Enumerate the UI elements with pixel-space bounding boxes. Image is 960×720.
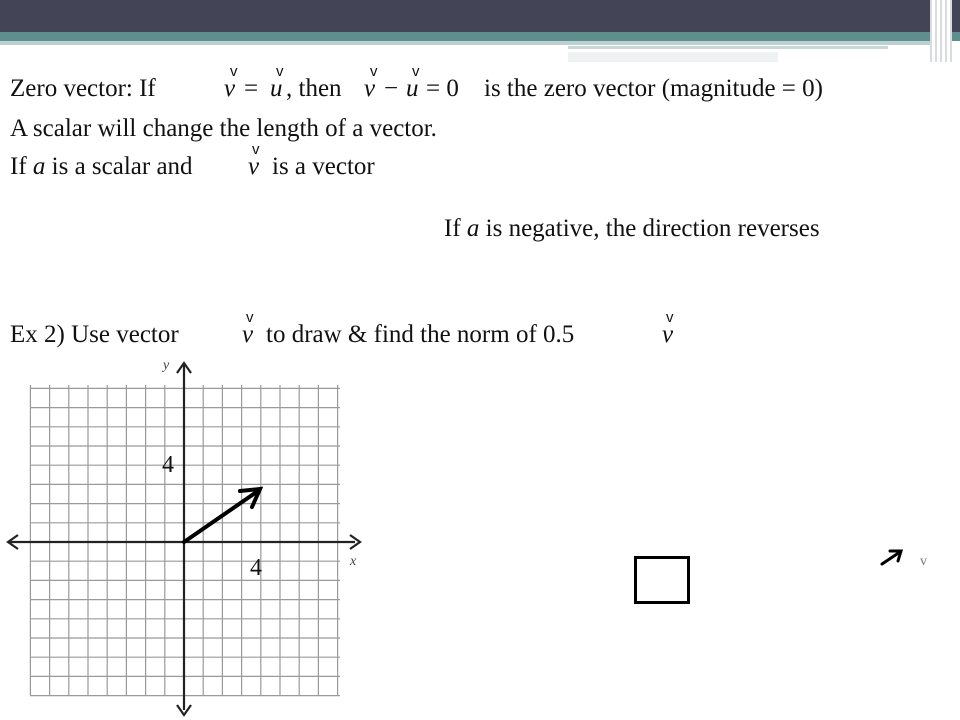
u-hat: v — [412, 63, 420, 80]
slide-header-accent — [568, 46, 888, 49]
v-hat: v — [230, 63, 238, 80]
v-hat: v — [370, 63, 378, 80]
slide-header-stripe-light — [0, 41, 930, 45]
x-tick-label-4: 4 — [250, 555, 262, 581]
minus-sign: − — [384, 75, 399, 102]
equals-zero: = 0 — [426, 75, 459, 102]
slide-header-accent-2 — [568, 52, 778, 62]
zero-vector-equation — [222, 62, 474, 106]
v-hat: v — [666, 309, 674, 326]
negative-scalar-note — [444, 214, 820, 244]
v-symbol: v — [248, 153, 260, 180]
u-symbol: u — [406, 75, 419, 102]
slide-header-stripe — [0, 32, 960, 41]
y-tick-label-4: 4 — [162, 452, 174, 478]
v-symbol: v — [662, 321, 674, 348]
coordinate-grid — [0, 355, 380, 720]
vector-v-symbol — [240, 308, 262, 352]
small-v-label: v — [920, 554, 927, 569]
example-2-prefix: Ex 2) Use vector — [10, 321, 179, 348]
scalar-definition-line — [10, 152, 193, 182]
zero-vector-suffix: is the zero vector (magnitude = 0) — [484, 75, 823, 102]
slide-header-vertical-bars — [930, 0, 952, 62]
vector-v-symbol — [660, 308, 682, 352]
x-axis-label: x — [350, 554, 357, 569]
scalar-a: a — [32, 153, 46, 180]
vector-v-symbol — [246, 140, 268, 184]
y-axis-label: y — [163, 358, 170, 373]
scalar-if: If — [10, 153, 27, 180]
v-hat: v — [246, 309, 254, 326]
v-symbol: v — [224, 75, 236, 102]
example-2-suffix: to draw & find the norm of 0.5 — [266, 321, 575, 348]
negative-if: If — [444, 215, 461, 242]
scalar-is-scalar: is a scalar and — [51, 153, 193, 180]
negative-direction-text: is negative, the direction reverses — [485, 215, 820, 242]
v-hat: v — [252, 141, 260, 158]
small-vector-arrow — [876, 546, 906, 568]
answer-box — [634, 556, 690, 604]
equals-sign: = — [244, 75, 259, 102]
slide-header-bar — [0, 0, 960, 32]
scalar-is-vector: is a vector — [272, 153, 375, 180]
v-symbol: v — [364, 75, 376, 102]
axes — [8, 363, 360, 715]
zero-vector-prefix: Zero vector: If — [10, 75, 156, 102]
v-symbol: v — [242, 321, 254, 348]
u-symbol: u — [270, 75, 283, 102]
comma-then: , then — [286, 75, 342, 102]
u-hat: v — [276, 63, 284, 80]
scalar-length-text: A scalar will change the length of a vector. — [10, 115, 437, 142]
negative-a: a — [466, 215, 480, 242]
